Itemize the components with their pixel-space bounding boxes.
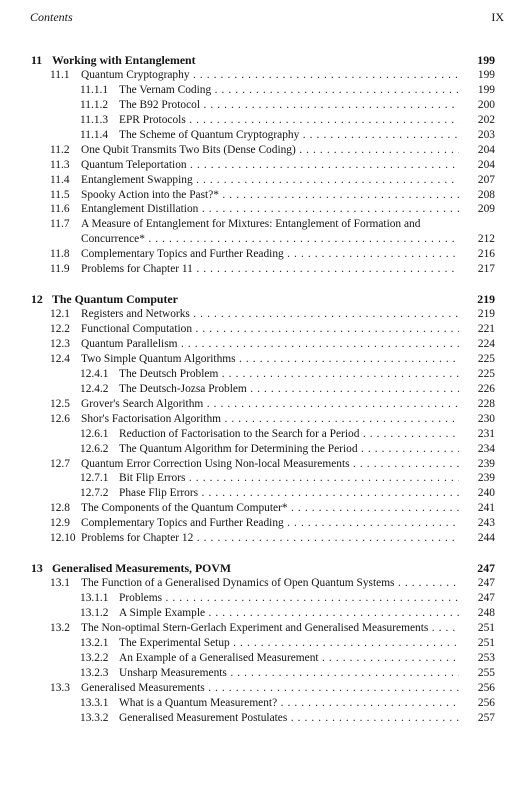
entry-number: 13.3 — [50, 681, 70, 694]
entry-title-line — [119, 382, 459, 397]
entry-page-number: 219 — [477, 308, 495, 321]
entry-title-line — [81, 247, 459, 262]
toc-subsection-entry[interactable] — [30, 651, 495, 666]
entry-number: 13.1.1 — [80, 592, 109, 605]
entry-title-line — [52, 52, 459, 68]
entry-number: 12.4.1 — [80, 367, 109, 380]
entry-page-number: 216 — [477, 248, 495, 261]
toc-subsection-entry[interactable] — [30, 427, 495, 442]
toc-chapter-entry[interactable] — [30, 52, 495, 68]
entry-title-line — [81, 262, 459, 277]
entry-page-number: 239 — [477, 457, 495, 470]
entry-number: 11.8 — [50, 248, 70, 261]
entry-title: The Experimental Setup . . . — [119, 637, 459, 649]
entry-title-line — [81, 322, 459, 337]
entry-title: What is a Quantum Measurement? . . . — [119, 697, 459, 709]
toc-section-entry[interactable] — [30, 531, 495, 546]
entry-title-line — [119, 367, 459, 382]
entry-number: 12.8 — [50, 502, 70, 515]
entry-number: 11.4 — [50, 173, 70, 186]
entry-title: EPR Protocols . . . — [119, 114, 459, 126]
entry-page-number: 225 — [477, 352, 495, 365]
entry-title-line — [81, 232, 459, 247]
entry-title: Problems for Chapter 11 . . . — [81, 263, 459, 275]
entry-number: 11.7 — [50, 218, 70, 231]
entry-number: 12.6.2 — [80, 442, 109, 455]
entry-number: 13.2.3 — [80, 666, 109, 679]
entry-page-number: 239 — [477, 472, 495, 485]
entry-number: 11.3 — [50, 158, 70, 171]
entry-number: 11.1.3 — [80, 113, 109, 126]
entry-number: 13.1.2 — [80, 607, 109, 619]
toc-subsection-entry[interactable] — [30, 113, 495, 128]
entry-page-number: 203 — [477, 128, 495, 141]
entry-title-line — [81, 681, 459, 696]
toc-section-entry[interactable] — [30, 232, 495, 247]
entry-number: 13 — [31, 561, 43, 576]
entry-title-line — [119, 427, 459, 442]
entry-title-line — [81, 158, 459, 173]
toc-section-entry[interactable] — [30, 173, 495, 188]
entry-page-number: 253 — [477, 651, 495, 664]
entry-title: Generalised Measurements . . . — [81, 682, 459, 694]
entry-number: 12.10 — [50, 532, 76, 545]
toc-section-entry[interactable] — [30, 397, 495, 412]
entry-number: 11.1 — [50, 69, 70, 81]
entry-title: Bit Flip Errors . . . — [119, 472, 459, 484]
entry-page-number: 224 — [477, 338, 495, 350]
entry-page-number: 234 — [477, 442, 495, 455]
entry-page-number: 244 — [477, 532, 495, 545]
entry-title: The Vernam Coding . . . — [119, 84, 459, 96]
entry-page-number: 217 — [477, 263, 495, 276]
entry-page-number: 225 — [477, 367, 495, 380]
entry-title-line — [119, 696, 459, 711]
toc-subsection-entry[interactable] — [30, 666, 495, 681]
entry-page-number: 240 — [477, 487, 495, 500]
entry-number: 13.2.2 — [80, 651, 109, 664]
entry-page-number: 209 — [477, 203, 495, 216]
entry-title-line — [81, 202, 459, 217]
entry-title-line — [81, 337, 459, 352]
toc-section-entry[interactable] — [30, 262, 495, 277]
toc-section-entry[interactable] — [30, 337, 495, 352]
entry-title-line — [119, 486, 459, 501]
entry-number: 11.6 — [50, 203, 70, 216]
entry-title-line — [119, 471, 459, 486]
entry-title: Quantum Parallelism . . . — [81, 338, 459, 350]
entry-number: 12.4 — [50, 352, 70, 365]
toc-subsection-entry[interactable] — [30, 83, 495, 98]
entry-title-line — [81, 501, 459, 516]
toc-section-entry[interactable] — [30, 202, 495, 217]
toc-subsection-entry[interactable] — [30, 442, 495, 457]
entry-title: Entanglement Swapping . . . — [81, 174, 459, 186]
toc-chapter-entry[interactable] — [30, 291, 495, 307]
entry-title: The B92 Protocol . . . — [119, 99, 459, 111]
entry-title: A Measure of Entanglement for Mixtures: Entanglement of Formation and — [81, 218, 423, 230]
entry-title: Complementary Topics and Further Reading . . . — [81, 517, 459, 529]
entry-title: Quantum Cryptography . . . — [81, 69, 459, 81]
entry-page-number: 248 — [477, 607, 495, 619]
entry-number: 12.7 — [50, 457, 70, 470]
entry-title-line — [81, 188, 459, 203]
entry-title-line — [81, 531, 459, 546]
entry-number: 11.1.2 — [80, 98, 109, 111]
entry-title-line — [81, 68, 459, 83]
entry-number: 13.3.1 — [80, 696, 109, 709]
entry-title: Registers and Networks . . . — [81, 308, 459, 320]
entry-number: 12.3 — [50, 338, 70, 350]
toc-section-entry[interactable] — [30, 412, 495, 427]
entry-title-line — [81, 307, 459, 322]
entry-page-number: 226 — [477, 382, 495, 395]
toc-section-entry[interactable] — [30, 158, 495, 173]
entry-page-number: 251 — [477, 621, 495, 634]
entry-title-line — [119, 98, 459, 113]
entry-title-line — [81, 516, 459, 531]
entry-page-number: 199 — [477, 53, 495, 67]
entry-page-number: 228 — [477, 397, 495, 410]
entry-page-number: 257 — [477, 711, 495, 724]
entry-page-number: 208 — [477, 188, 495, 201]
running-header — [30, 10, 504, 26]
entry-title: The Deutsch-Jozsa Problem . . . — [119, 383, 459, 395]
entry-title: The Quantum Algorithm for Determining the Period . . . — [119, 443, 459, 455]
entry-title: The Scheme of Quantum Cryptography . . . — [119, 129, 459, 141]
entry-page-number: 230 — [477, 412, 495, 425]
entry-title-line — [52, 291, 459, 307]
entry-title-line — [81, 576, 459, 591]
entry-number: 13.3.2 — [80, 711, 109, 724]
entry-title: Concurrence* . . . — [81, 233, 459, 245]
entry-title: Phase Flip Errors . . . — [119, 487, 459, 499]
toc-section-entry[interactable] — [30, 576, 495, 591]
section-gap — [30, 546, 495, 560]
entry-number: 12.9 — [50, 517, 70, 530]
entry-number: 12.5 — [50, 397, 70, 410]
toc-section-entry[interactable] — [30, 352, 495, 367]
entry-number: 11.1.4 — [80, 128, 109, 141]
entry-title: Shor's Factorisation Algorithm . . . — [81, 413, 459, 425]
entry-number: 12.1 — [50, 308, 70, 321]
entry-title-line — [119, 651, 459, 666]
entry-title: An Example of a Generalised Measurement . . . — [119, 652, 459, 664]
entry-title-line — [81, 143, 459, 158]
entry-title: Grover's Search Algorithm . . . — [81, 398, 459, 410]
toc-section-entry[interactable] — [30, 217, 495, 232]
entry-page-number: 219 — [477, 292, 495, 307]
toc-subsection-entry[interactable] — [30, 98, 495, 113]
entry-title-line — [119, 83, 459, 98]
entry-page-number: 204 — [477, 143, 495, 156]
entry-number: 12.7.1 — [80, 472, 109, 485]
toc-section-entry[interactable] — [30, 457, 495, 472]
entry-title-line — [119, 442, 459, 457]
entry-page-number: 202 — [477, 113, 495, 126]
entry-title: The Deutsch Problem . . . — [119, 368, 459, 380]
entry-page-number: 255 — [477, 666, 495, 679]
entry-title-line — [119, 636, 459, 651]
entry-page-number: 247 — [477, 592, 495, 605]
entry-title: The Function of a Generalised Dynamics of Open Quantum Systems . . . — [81, 577, 459, 589]
entry-number: 11.2 — [50, 143, 70, 156]
toc-subsection-entry[interactable] — [30, 636, 495, 651]
toc-subsection-entry[interactable] — [30, 606, 495, 621]
entry-title: Complementary Topics and Further Reading . . . — [81, 248, 459, 260]
entry-number: 11 — [31, 53, 43, 67]
toc-section-entry[interactable] — [30, 68, 495, 83]
entry-title: Quantum Teleportation . . . — [81, 159, 459, 171]
entry-title-line — [119, 606, 459, 621]
header-page-number: IX — [491, 10, 504, 24]
entry-page-number: 199 — [477, 83, 495, 96]
entry-title: The Components of the Quantum Computer* . . . — [81, 502, 459, 514]
toc-subsection-entry[interactable] — [30, 128, 495, 143]
entry-title-line — [119, 711, 459, 726]
entry-title: A Simple Example . . . — [119, 607, 459, 619]
entry-page-number: 200 — [477, 98, 495, 111]
entry-page-number: 251 — [477, 636, 495, 649]
entry-title: Reduction of Factorisation to the Search for a Period . . . — [119, 428, 459, 440]
entry-page-number: 247 — [477, 577, 495, 590]
toc-subsection-entry[interactable] — [30, 711, 495, 726]
entry-page-number: 212 — [477, 233, 495, 246]
entry-title: Entanglement Distillation . . . — [81, 203, 459, 215]
entry-number: 13.1 — [50, 577, 70, 590]
section-gap — [30, 277, 495, 291]
entry-number: 12 — [31, 292, 43, 307]
entry-title: The Quantum Computer — [52, 292, 181, 306]
entry-title-line — [81, 217, 459, 232]
entry-title-line — [81, 457, 459, 472]
entry-title-line — [119, 591, 459, 606]
entry-number: 12.6.1 — [80, 427, 109, 440]
toc-chapter-entry[interactable] — [30, 560, 495, 576]
entry-title-line — [81, 352, 459, 367]
entry-page-number: 256 — [477, 696, 495, 709]
entry-page-number: 207 — [477, 173, 495, 186]
toc-section-entry[interactable] — [30, 516, 495, 531]
entry-title: Spooky Action into the Past?* . . . — [81, 189, 459, 201]
entry-title-line — [119, 666, 459, 681]
entry-number: 12.6 — [50, 412, 70, 425]
toc-section-entry[interactable] — [30, 143, 495, 158]
entry-title: Generalised Measurement Postulates . . . — [119, 712, 459, 724]
entry-page-number: 241 — [477, 502, 495, 515]
entry-number: 11.1.1 — [80, 83, 109, 96]
entry-title: Problems for Chapter 12 . . . — [81, 532, 459, 544]
toc-section-entry[interactable] — [30, 501, 495, 516]
entry-title: Quantum Error Correction Using Non-local Measurements . . . — [81, 458, 459, 470]
entry-title: Functional Computation . . . — [81, 323, 459, 335]
entry-number: 12.2 — [50, 323, 70, 336]
entry-title: The Non-optimal Stern-Gerlach Experiment and Generalised Measurements . . . — [81, 622, 459, 634]
table-of-contents — [30, 52, 495, 726]
entry-title: One Qubit Transmits Two Bits (Dense Coding) . . . — [81, 144, 459, 156]
entry-title: Unsharp Measurements . . . — [119, 667, 459, 679]
entry-page-number: 221 — [477, 323, 495, 336]
entry-title-line — [119, 113, 459, 128]
entry-title-line — [119, 128, 459, 143]
entry-title: Working with Entanglement — [52, 53, 199, 67]
entry-number: 11.5 — [50, 188, 70, 201]
toc-subsection-entry[interactable] — [30, 382, 495, 397]
toc-section-entry[interactable] — [30, 322, 495, 337]
toc-subsection-entry[interactable] — [30, 367, 495, 382]
toc-subsection-entry[interactable] — [30, 696, 495, 711]
entry-title: Generalised Measurements, POVM — [52, 561, 234, 575]
entry-title-line — [81, 621, 459, 636]
toc-section-entry[interactable] — [30, 188, 495, 203]
entry-number: 12.4.2 — [80, 382, 109, 395]
toc-subsection-entry[interactable] — [30, 471, 495, 486]
entry-page-number: 204 — [477, 158, 495, 171]
entry-title-line — [81, 173, 459, 188]
entry-page-number: 199 — [477, 69, 495, 81]
entry-page-number: 243 — [477, 517, 495, 530]
toc-section-entry[interactable] — [30, 621, 495, 636]
entry-page-number: 247 — [477, 561, 495, 576]
entry-number: 13.2.1 — [80, 636, 109, 649]
entry-page-number: 256 — [477, 681, 495, 694]
entry-title: Problems . . . — [119, 592, 459, 604]
toc-subsection-entry[interactable] — [30, 486, 495, 501]
entry-number: 11.9 — [50, 263, 70, 276]
entry-number: 12.7.2 — [80, 487, 109, 500]
header-section-title: Contents — [30, 10, 73, 24]
entry-title: Two Simple Quantum Algorithms . . . — [81, 353, 459, 365]
toc-section-entry[interactable] — [30, 681, 495, 696]
entry-page-number: 231 — [477, 427, 495, 440]
entry-title-line — [81, 397, 459, 412]
entry-number: 13.2 — [50, 621, 70, 634]
entry-title-line — [81, 412, 459, 427]
toc-section-entry[interactable] — [30, 307, 495, 322]
entry-title-line — [52, 560, 459, 576]
toc-subsection-entry[interactable] — [30, 591, 495, 606]
toc-section-entry[interactable] — [30, 247, 495, 262]
